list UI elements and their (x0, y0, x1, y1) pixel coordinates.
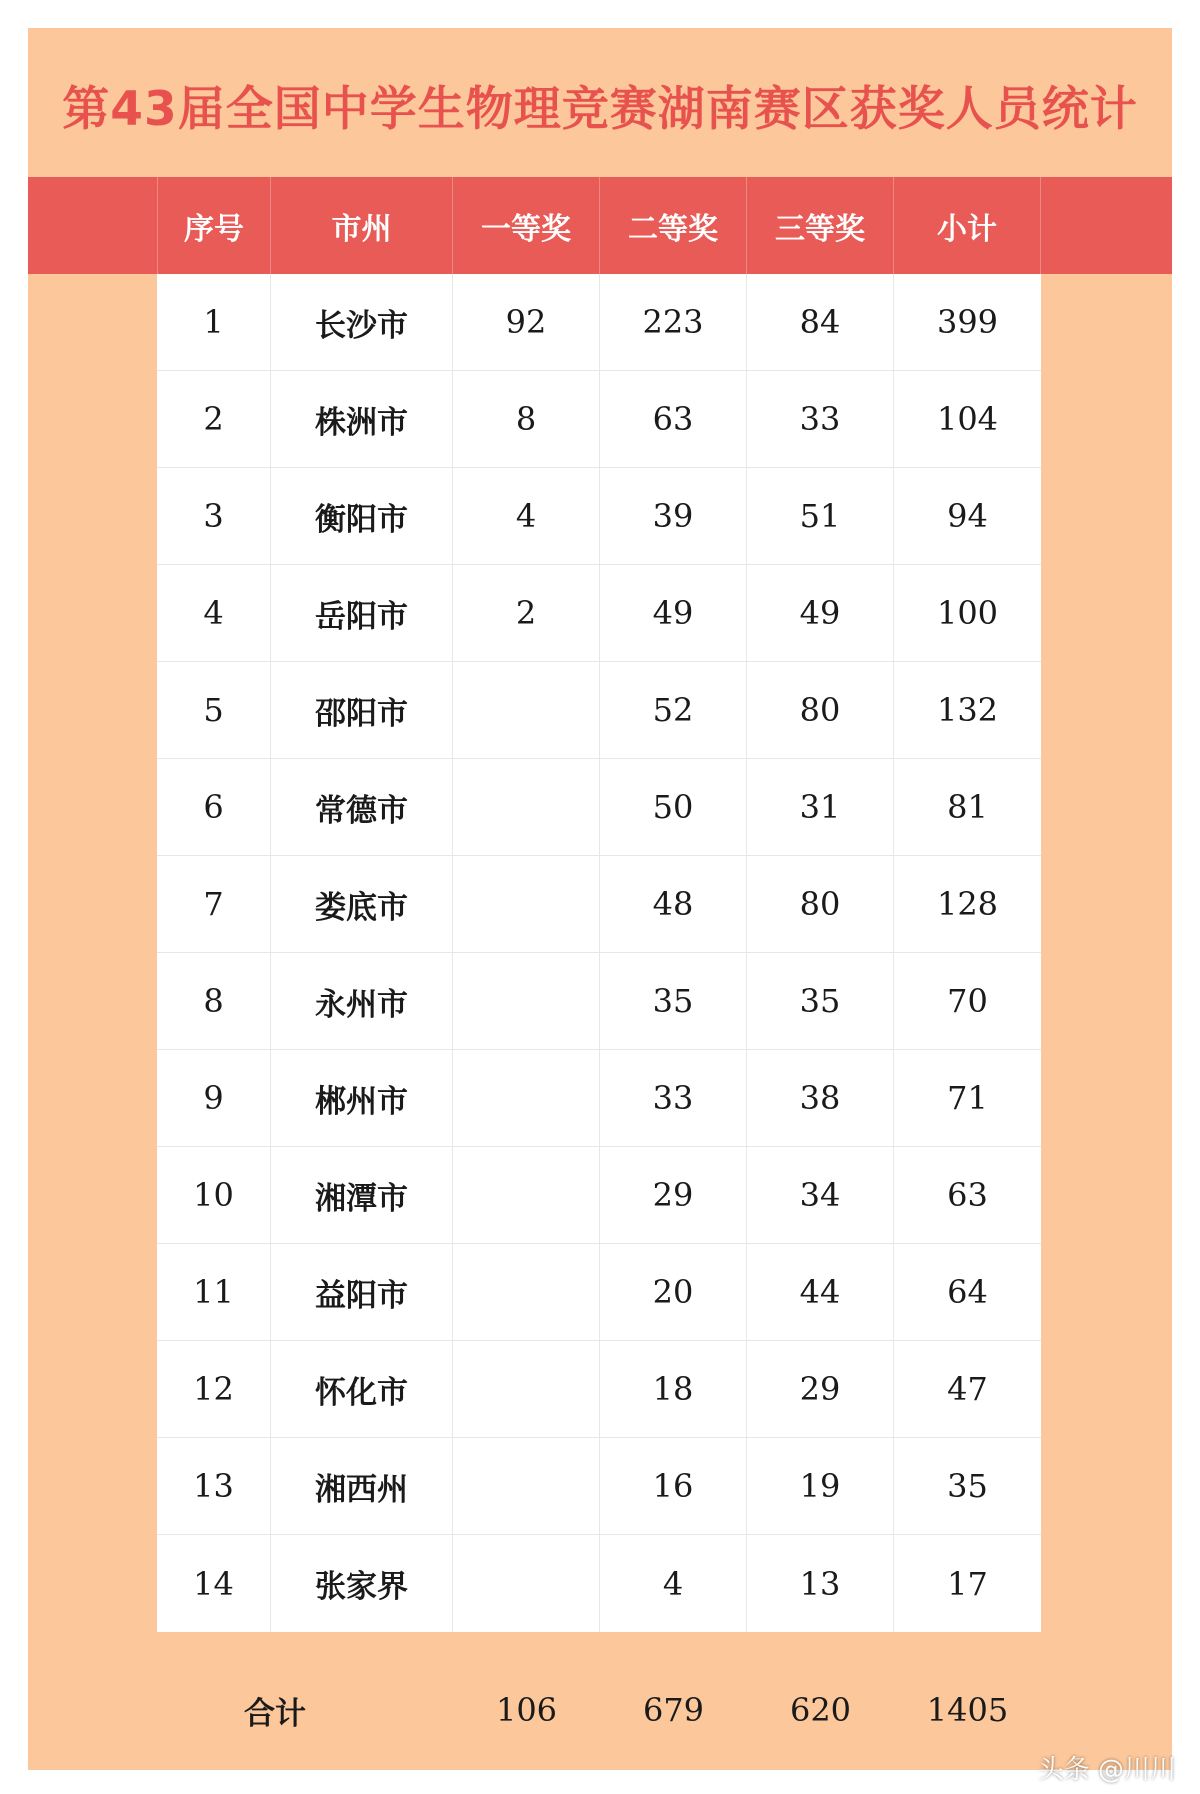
cell-third-prize: 80 (747, 856, 894, 952)
cell-third-prize: 35 (747, 953, 894, 1049)
table-row (157, 468, 1041, 565)
cell-subtotal: 35 (947, 1467, 988, 1505)
header-third-prize: 三等奖 (747, 177, 894, 274)
cell-third-prize: 33 (747, 371, 894, 467)
cell-city: 怀化市 (271, 1341, 453, 1437)
cell-index: 11 (157, 1244, 271, 1340)
header-first-prize: 一等奖 (453, 177, 600, 274)
table-row (157, 371, 1041, 468)
cell-first-prize: 8 (453, 371, 600, 467)
cell-city: 衡阳市 (271, 468, 453, 564)
cell-first-prize (453, 1438, 600, 1534)
cell-second-prize: 4 (600, 1535, 747, 1632)
cell-second-prize: 223 (600, 274, 747, 370)
cell-subtotal: 70 (947, 982, 988, 1020)
cell-subtotal: 128 (936, 885, 999, 923)
cell-second-prize: 48 (600, 856, 747, 952)
cell-second-prize: 16 (600, 1438, 747, 1534)
cell-first-prize (453, 662, 600, 758)
cell-city: 岳阳市 (271, 565, 453, 661)
table-row (157, 1050, 1041, 1147)
cell-second-prize: 39 (600, 468, 747, 564)
cell-subtotal: 132 (936, 691, 999, 729)
cell-index: 6 (157, 759, 271, 855)
cell-third-prize: 38 (747, 1050, 894, 1146)
cell-second-prize: 49 (600, 565, 747, 661)
total-first-prize: 106 (495, 1691, 558, 1729)
cell-first-prize (453, 1050, 600, 1146)
cell-index: 13 (157, 1438, 271, 1534)
header-index: 序号 (157, 177, 271, 274)
cell-first-prize (453, 1341, 600, 1437)
watermark: 头条 @川川 (1037, 1755, 1176, 1785)
award-table (157, 177, 1041, 1632)
header-city: 市州 (271, 177, 453, 274)
cell-first-prize: 2 (453, 565, 600, 661)
cell-index: 4 (157, 565, 271, 661)
cell-second-prize: 20 (600, 1244, 747, 1340)
total-third-prize: 620 (789, 1691, 852, 1729)
cell-index: 8 (157, 953, 271, 1049)
header-second-prize: 二等奖 (600, 177, 747, 274)
cell-third-prize: 80 (747, 662, 894, 758)
table-row (157, 1147, 1041, 1244)
cell-index: 5 (157, 662, 271, 758)
cell-second-prize: 18 (600, 1341, 747, 1437)
cell-city: 常德市 (271, 759, 453, 855)
cell-first-prize: 92 (453, 274, 600, 370)
cell-third-prize: 13 (747, 1535, 894, 1632)
cell-first-prize (453, 856, 600, 952)
cell-second-prize: 29 (600, 1147, 747, 1243)
cell-subtotal: 104 (936, 400, 999, 438)
cell-city: 湘西州 (271, 1438, 453, 1534)
total-subtotal: 1405 (926, 1691, 1009, 1729)
cell-index: 2 (157, 371, 271, 467)
cell-city: 娄底市 (271, 856, 453, 952)
cell-third-prize: 34 (747, 1147, 894, 1243)
cell-second-prize: 33 (600, 1050, 747, 1146)
cell-third-prize: 44 (747, 1244, 894, 1340)
cell-second-prize: 35 (600, 953, 747, 1049)
table-header (157, 177, 1041, 274)
cell-third-prize: 84 (747, 274, 894, 370)
cell-subtotal: 64 (947, 1273, 988, 1311)
cell-first-prize (453, 1244, 600, 1340)
cell-city: 永州市 (271, 953, 453, 1049)
cell-index: 10 (157, 1147, 271, 1243)
cell-subtotal: 399 (936, 303, 999, 341)
cell-second-prize: 52 (600, 662, 747, 758)
cell-city: 邵阳市 (271, 662, 453, 758)
cell-first-prize: 4 (453, 468, 600, 564)
table-row (157, 565, 1041, 662)
table-row (157, 1438, 1041, 1535)
total-label: 合计 (244, 1695, 306, 1732)
cell-subtotal: 81 (947, 788, 988, 826)
cell-city: 湘潭市 (271, 1147, 453, 1243)
table-row (157, 1535, 1041, 1632)
table-body (157, 274, 1041, 1632)
cell-subtotal: 94 (947, 497, 988, 535)
cell-first-prize (453, 953, 600, 1049)
total-row (157, 1662, 1041, 1758)
cell-index: 14 (157, 1535, 271, 1632)
table-row (157, 1341, 1041, 1438)
cell-first-prize (453, 1535, 600, 1632)
cell-city: 郴州市 (271, 1050, 453, 1146)
page-title: 第43届全国中学生物理竞赛湖南赛区获奖人员统计 (62, 82, 1138, 137)
cell-second-prize: 63 (600, 371, 747, 467)
table-row (157, 662, 1041, 759)
header-subtotal: 小计 (894, 177, 1041, 274)
table-row (157, 1244, 1041, 1341)
cell-subtotal: 71 (947, 1079, 988, 1117)
cell-subtotal: 100 (936, 594, 999, 632)
table-row (157, 759, 1041, 856)
cell-third-prize: 31 (747, 759, 894, 855)
cell-second-prize: 50 (600, 759, 747, 855)
cell-third-prize: 29 (747, 1341, 894, 1437)
cell-city: 株洲市 (271, 371, 453, 467)
cell-third-prize: 51 (747, 468, 894, 564)
cell-subtotal: 47 (947, 1370, 988, 1408)
cell-third-prize: 49 (747, 565, 894, 661)
table-row (157, 856, 1041, 953)
cell-subtotal: 63 (947, 1176, 988, 1214)
cell-third-prize: 19 (747, 1438, 894, 1534)
cell-index: 7 (157, 856, 271, 952)
poster-panel (28, 28, 1172, 1770)
table-row (157, 274, 1041, 371)
cell-first-prize (453, 759, 600, 855)
cell-city: 长沙市 (271, 274, 453, 370)
cell-city: 益阳市 (271, 1244, 453, 1340)
total-second-prize: 679 (642, 1691, 705, 1729)
cell-index: 9 (157, 1050, 271, 1146)
table-row (157, 953, 1041, 1050)
cell-city: 张家界 (271, 1535, 453, 1632)
cell-index: 1 (157, 274, 271, 370)
cell-index: 12 (157, 1341, 271, 1437)
cell-index: 3 (157, 468, 271, 564)
cell-subtotal: 17 (947, 1564, 988, 1603)
cell-first-prize (453, 1147, 600, 1243)
